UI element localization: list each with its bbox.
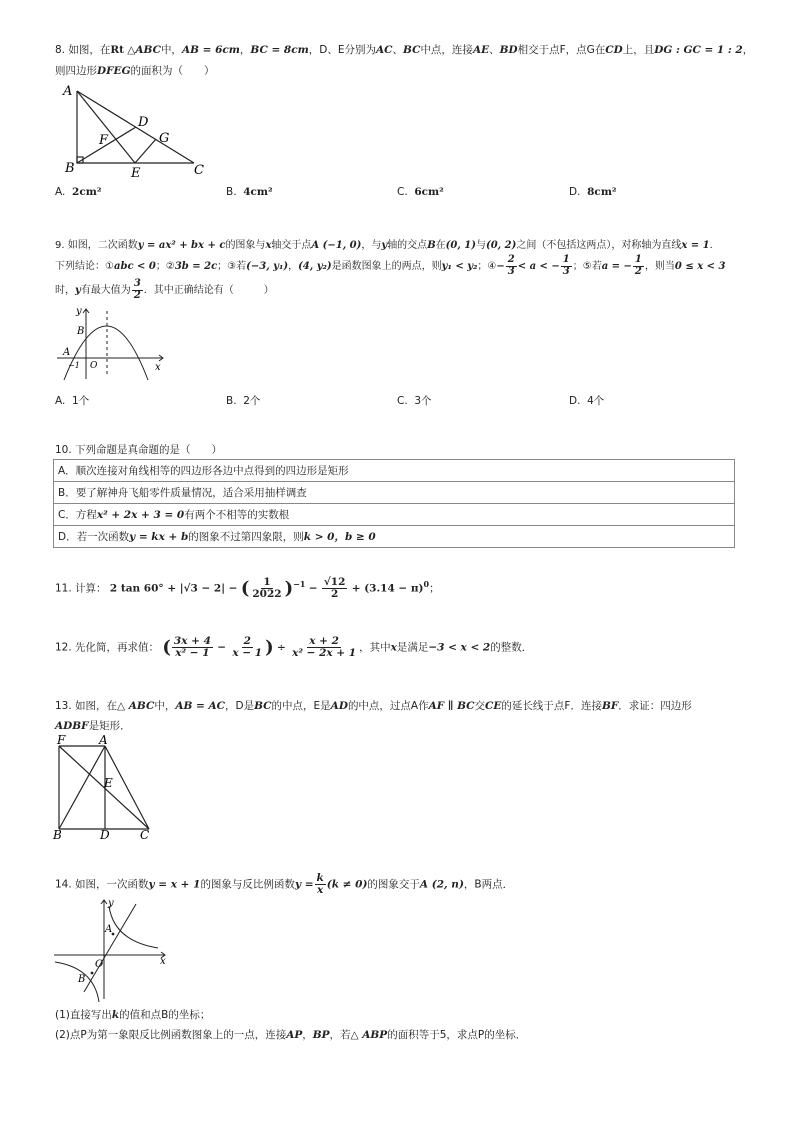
q8-stem-line2: 则四边形DFEG的面积为（ ） xyxy=(55,65,215,77)
q12-expression: 12. 先化简，再求值： ( $\frac{3x + 4}{\text{x² − 1}}$ − $\frac{2}{x - 1}$ ) ÷ $\frac{x + 2}{\text{x² − 2x + 1}}$ ，其中x是满足−3 < x < 2的整数． xyxy=(55,635,533,660)
q9-point-B-label: B xyxy=(77,326,85,337)
q8-label-G: G xyxy=(159,131,170,146)
q9-point-A-label: A xyxy=(63,347,71,358)
q8-stem-line1: 8. 如图，在Rt △ABC中，AB = 6cm，BC = 8cm，D、E分别为AC、BC中点，连接AE、BD相交于点F，点G在CD上，且DG : GC = 1 : 2， xyxy=(55,44,754,56)
q9-origin-label: O xyxy=(90,361,98,371)
q9-stem-line2: 下列结论：①abc < 0；②3b = 2c；③若(−3, y₁)，(4, y₂)是函数图象上的两点，则y₁ < y₂；④− $\frac{2}{3}$ < a < − $\frac{1}{3}$ ；⑤若a = − $\frac{1}{2}$ ，则当0 ≤ x < 3 xyxy=(55,254,726,277)
q14-stem: 14. 如图，一次函数y = x + 1的图象与反比例函数y = $\frac{k}{x}$ (k ≠ 0)的图象交于A (2, n)，B两点． xyxy=(55,872,514,897)
q10-option-d[interactable]: D．若一次函数y = kx + b的图象不过第四象限，则k > 0，b ≥ 0 xyxy=(54,526,735,548)
q8-triangle-figure xyxy=(55,80,215,180)
q14-point-B-label: B xyxy=(78,974,86,985)
q14-axis-x-label: x xyxy=(160,956,166,967)
q13-label-A: A xyxy=(99,733,108,747)
q14-subquestion-1: (1)直接写出k的值和点B的坐标； xyxy=(55,1009,211,1021)
q9-tick-neg1: −1 xyxy=(68,361,80,370)
q8-label-E: E xyxy=(131,166,141,180)
q8-label-F: F xyxy=(99,133,109,148)
q10-stem: 10. 下列命题是真命题的是（ ） xyxy=(55,444,223,456)
q13-stem-line2: ADBF是矩形． xyxy=(55,720,131,732)
q10-option-b[interactable]: B．要了解神舟飞船零件质量情况，适合采用抽样调查 xyxy=(54,482,735,504)
q10-options-table xyxy=(53,459,735,548)
q9-axis-x-label: x xyxy=(155,362,161,373)
q13-label-B: B xyxy=(53,828,62,842)
q13-label-C: C xyxy=(140,828,150,842)
q14-axis-y-label: y xyxy=(108,898,114,909)
q8-option-c[interactable]: C. 6cm² xyxy=(397,186,444,198)
q11-expression: 11. 计算： 2 tan 60° + |√3 − 2| − ( $\frac{1}{2022}$ )$^{-1}$ − $\frac{√12}{2}$ + $(3.14 - \pi)^0$； xyxy=(55,576,440,601)
q8-label-B: B xyxy=(65,161,75,176)
q13-label-F: F xyxy=(57,733,66,747)
q8-label-C: C xyxy=(194,163,204,178)
q9-parabola-graph xyxy=(55,303,170,383)
q8-option-b[interactable]: B. 4cm² xyxy=(226,186,273,198)
q13-label-E: E xyxy=(104,776,113,790)
q13-rectangle-figure xyxy=(52,733,157,843)
q9-axis-y-label: y xyxy=(76,306,82,317)
q14-origin-label: O xyxy=(95,959,104,970)
q13-label-D: D xyxy=(100,828,110,842)
q14-function-graph xyxy=(52,896,172,1002)
q14-point-A-label: A xyxy=(105,924,113,935)
q8-option-a[interactable]: A. 2cm² xyxy=(55,186,102,198)
q13-stem-line1: 13. 如图，在△ ABC中，AB = AC，D是BC的中点，E是AD的中点，过点A作AF ∥ BC交CE的延长线于点F．连接BF．求证：四边形 xyxy=(55,700,692,712)
q9-stem-line1: 9. 如图，二次函数y = ax² + bx + c的图象与x轴交于点A (−1, 0)，与y轴的交点B在(0, 1)与(0, 2)之间（不包括这两点），对称轴为直线x = 1． xyxy=(55,240,720,251)
q9-option-a[interactable]: A. 1个 xyxy=(55,395,90,407)
q9-option-d[interactable]: D. 4个 xyxy=(569,395,605,407)
q8-option-d[interactable]: D. 8cm² xyxy=(569,186,617,198)
q10-option-a[interactable]: A．顺次连接对角线相等的四边形各边中点得到的四边形是矩形 xyxy=(54,460,735,482)
q8-label-D: D xyxy=(138,115,149,130)
q10-option-c[interactable]: C．方程x² + 2x + 3 = 0有两个不相等的实数根 xyxy=(54,504,735,526)
q14-subquestion-2: (2)点P为第一象限反比例函数图象上的一点，连接AP，BP，若△ ABP的面积等于5，求点P的坐标． xyxy=(55,1029,527,1041)
q9-option-b[interactable]: B. 2个 xyxy=(226,395,261,407)
q9-option-c[interactable]: C. 3个 xyxy=(397,395,432,407)
q8-label-A: A xyxy=(63,84,73,99)
q9-stem-line3: 时，y有最大值为 $\frac{3}{2}$ ．其中正确结论有（ ） xyxy=(55,278,274,301)
